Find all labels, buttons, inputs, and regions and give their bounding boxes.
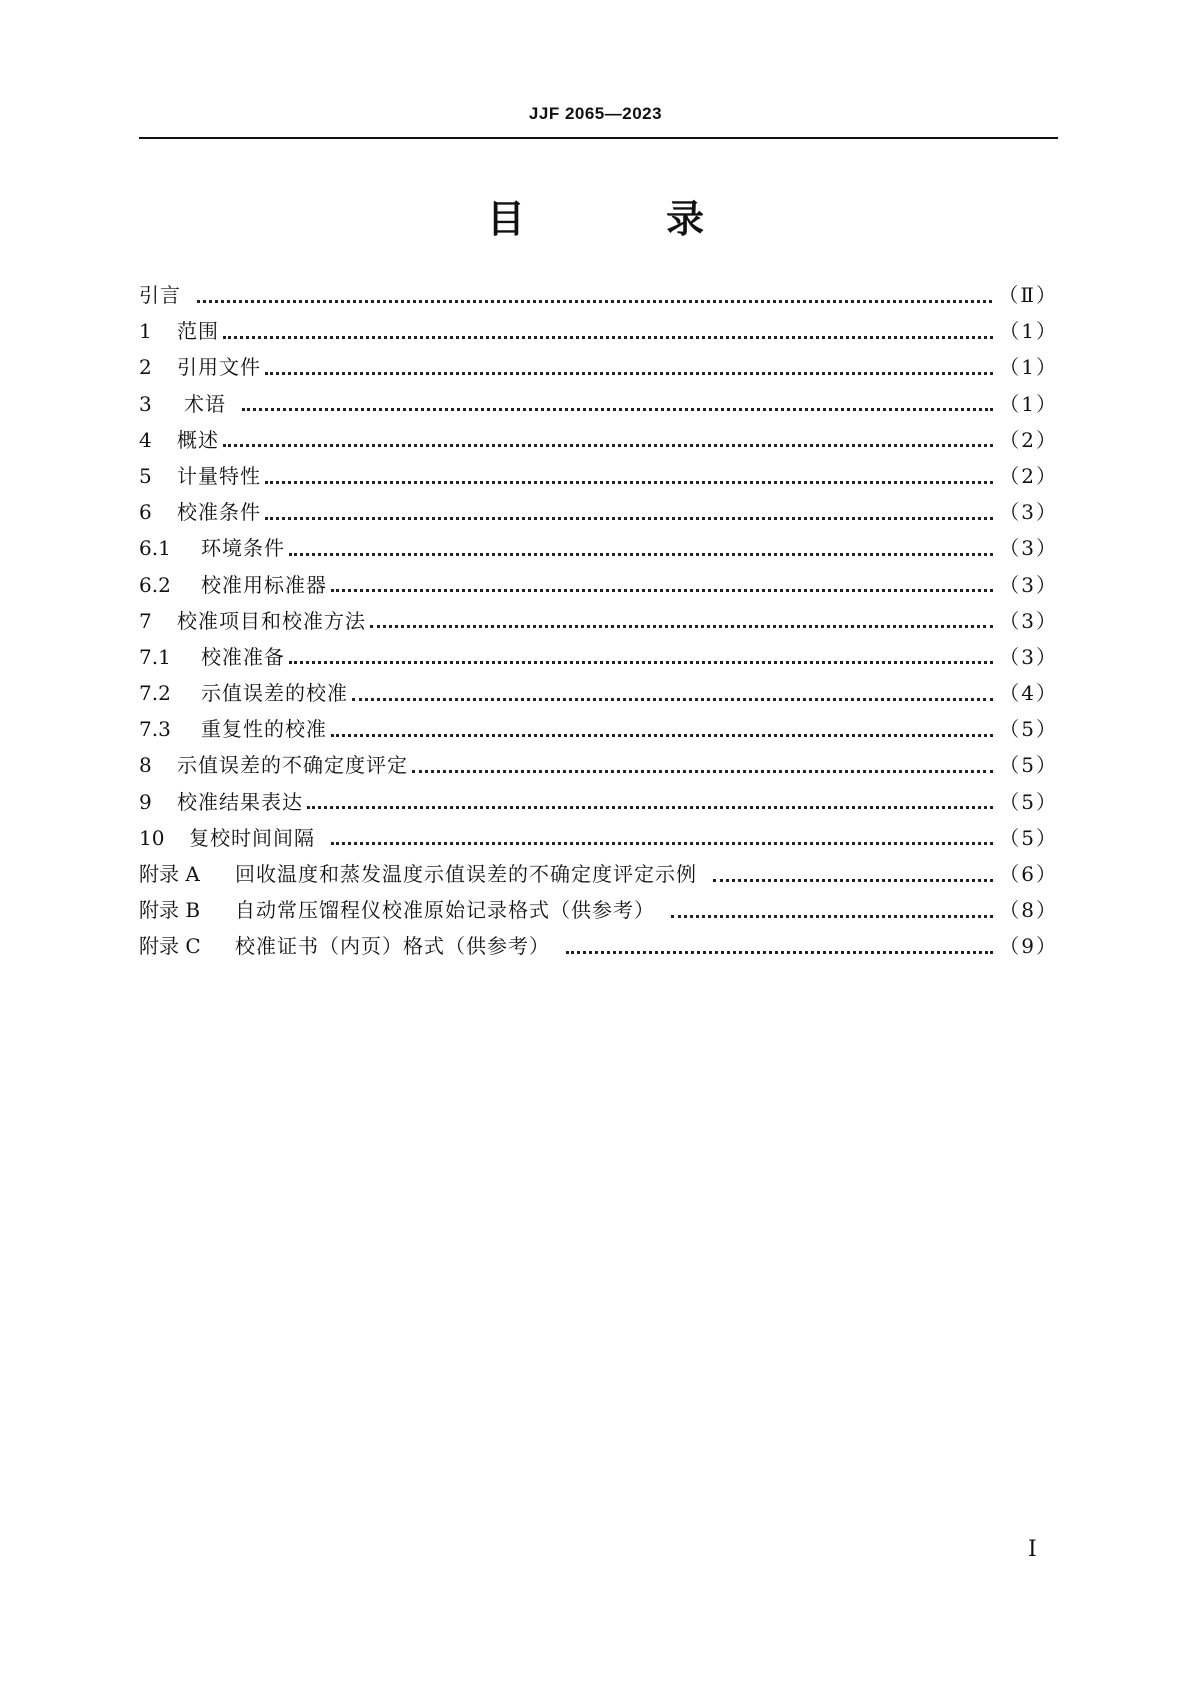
toc-entry-10[interactable] (139, 820, 1058, 856)
dot-leader (242, 408, 993, 411)
toc-entry-label: 术语 (184, 391, 226, 416)
toc-entry-number: 7.2 (139, 681, 171, 706)
toc-entry-label: 回收温度和蒸发温度示值误差的不确定度评定示例 (235, 862, 697, 886)
dot-leader (289, 661, 993, 664)
toc-entry-label: 自动常压馏程仪校准原始记录格式（供参考） (235, 898, 655, 923)
toc-entry-label: 环境条件 (201, 536, 285, 561)
toc-entry-number: 1 (139, 319, 152, 344)
toc-entry-number: 3 (139, 391, 152, 416)
dot-leader (307, 806, 993, 809)
toc-entry-number: 4 (139, 427, 152, 452)
toc-entry-page: （6） (999, 862, 1058, 886)
toc-entry-appendix-a[interactable] (139, 856, 1058, 892)
toc-entry-7-1[interactable] (139, 639, 1058, 675)
toc-entry-page: （5） (999, 789, 1058, 814)
standard-code: JJF 2065—2023 (528, 104, 663, 123)
toc-entry-number: 6.2 (139, 572, 171, 597)
toc-entry-page: （5） (999, 753, 1058, 778)
toc-entry-page: （Ⅱ） (998, 283, 1058, 307)
toc-entry-number: 附录 C (139, 934, 201, 959)
toc-entry-7-3[interactable] (139, 711, 1058, 747)
page-number: Ⅰ (1028, 1537, 1037, 1562)
dot-leader (289, 553, 993, 556)
toc-entry-page: （2） (999, 427, 1058, 452)
toc-entry-page: （1） (999, 319, 1058, 344)
toc-entry-7[interactable] (139, 603, 1058, 639)
toc-entry-6[interactable] (139, 494, 1058, 530)
dot-leader (412, 770, 993, 773)
toc-entry-appendix-b[interactable] (139, 892, 1058, 928)
toc-entry-label: 范围 (177, 319, 219, 344)
toc-entry-number: 附录 A (139, 862, 200, 886)
toc-entry-number: 2 (139, 355, 152, 380)
toc-entry-label: 校准用标准器 (201, 572, 327, 597)
toc-entry-number: 7 (139, 608, 152, 633)
page-title: 目 录 (486, 197, 769, 241)
toc-entry-page: （3） (999, 500, 1058, 525)
toc-entry-page: （1） (999, 391, 1058, 416)
toc-entry-label: 引用文件 (177, 355, 261, 380)
toc-entry-page: （3） (999, 644, 1058, 669)
toc-entry-introduction[interactable] (139, 277, 1058, 313)
dot-leader (331, 734, 993, 737)
toc-entry-number: 附录 B (139, 898, 201, 923)
toc-entry-6-2[interactable] (139, 567, 1058, 603)
toc-entry-page: （5） (999, 717, 1058, 742)
toc-entry-page: （2） (999, 463, 1058, 488)
dot-leader (223, 444, 993, 447)
toc-entry-number: 5 (139, 463, 152, 488)
toc-entry-5[interactable] (139, 458, 1058, 494)
toc-entry-8[interactable] (139, 747, 1058, 783)
toc-entry-number: 6 (139, 500, 152, 525)
toc-entry-label: 校准准备 (201, 644, 285, 669)
toc-entry-label: 概述 (177, 427, 219, 452)
toc-entry-number: 8 (139, 753, 152, 778)
dot-leader (566, 951, 993, 954)
toc-entry-number: 9 (139, 789, 152, 814)
toc-entry-6-1[interactable] (139, 530, 1058, 566)
toc-entry-2[interactable] (139, 349, 1058, 385)
toc-entry-page: （3） (999, 608, 1058, 633)
toc-entry-number: 10 (139, 825, 165, 850)
toc-entry-4[interactable] (139, 422, 1058, 458)
toc-entry-label: 复校时间间隔 (189, 825, 315, 850)
toc-entry-label: 引言 (139, 283, 181, 307)
dot-leader (370, 625, 993, 628)
dot-leader (331, 842, 993, 845)
toc-entry-number: 6.1 (139, 536, 171, 561)
toc-entry-3[interactable] (139, 386, 1058, 422)
toc-entry-page: （3） (999, 572, 1058, 597)
dot-leader (265, 481, 993, 484)
toc-entry-1[interactable] (139, 313, 1058, 349)
toc-entry-label: 重复性的校准 (201, 717, 327, 742)
toc-entry-9[interactable] (139, 784, 1058, 820)
dot-leader (265, 372, 993, 375)
toc-entry-label: 校准条件 (177, 500, 261, 525)
toc-entry-page: （9） (999, 934, 1058, 959)
toc-entry-label: 示值误差的校准 (201, 681, 348, 706)
toc-entry-appendix-c[interactable] (139, 928, 1058, 964)
toc-entry-label: 校准项目和校准方法 (177, 608, 366, 633)
toc-entry-page: （8） (999, 898, 1058, 923)
toc-entry-page: （3） (999, 536, 1058, 561)
dot-leader (671, 915, 993, 918)
toc-entry-label: 校准证书（内页）格式（供参考） (235, 934, 550, 959)
dot-leader (197, 300, 992, 303)
dot-leader (265, 517, 993, 520)
toc-entry-7-2[interactable] (139, 675, 1058, 711)
header-rule (139, 137, 1058, 139)
toc-entry-label: 计量特性 (177, 463, 261, 488)
dot-leader (331, 589, 993, 592)
toc-entry-number: 7.3 (139, 717, 171, 742)
dot-leader (713, 879, 993, 882)
toc-entry-page: （4） (999, 681, 1058, 706)
table-of-contents (139, 277, 1058, 965)
toc-entry-number: 7.1 (139, 644, 171, 669)
toc-entry-label: 校准结果表达 (177, 789, 303, 814)
dot-leader (352, 698, 993, 701)
toc-entry-page: （1） (999, 355, 1058, 380)
dot-leader (223, 336, 993, 339)
toc-entry-label: 示值误差的不确定度评定 (177, 753, 408, 778)
toc-entry-page: （5） (999, 825, 1058, 850)
